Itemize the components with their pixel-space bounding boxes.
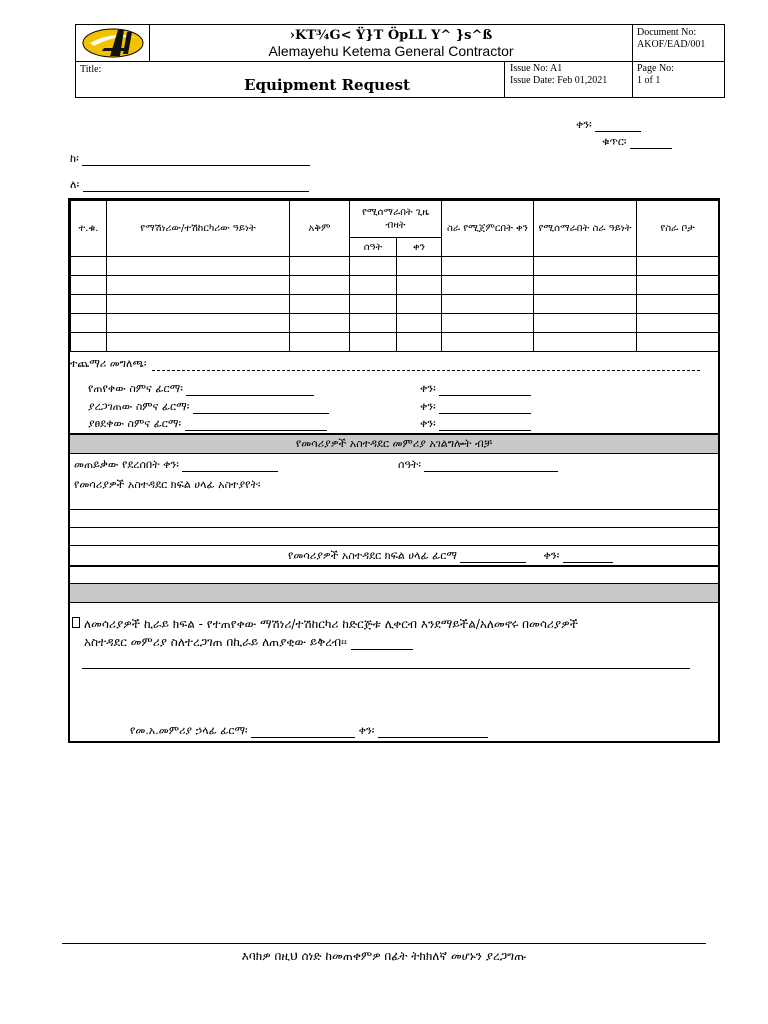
table-row[interactable] bbox=[71, 295, 719, 314]
table-cell[interactable] bbox=[397, 333, 442, 352]
number-label: ቁጥር፡ bbox=[602, 135, 627, 148]
company-legacy-title: ›KT¾G< Ÿ}T ÖpLL Y^ }s^ß bbox=[289, 28, 493, 43]
header-divider bbox=[504, 61, 505, 98]
col-header-site: የስራ ቦታ bbox=[637, 201, 719, 257]
requester-field[interactable] bbox=[88, 382, 314, 396]
requester-label: የጠየቀው ስምና ፊርማ፡ bbox=[88, 382, 183, 395]
table-row[interactable] bbox=[71, 257, 719, 276]
approver-field[interactable] bbox=[88, 417, 327, 431]
table-cell[interactable] bbox=[442, 314, 534, 333]
to-field[interactable] bbox=[70, 152, 310, 166]
footer-note: እባክዎ በዚህ ሰነድ ከመጠቀምዎ በፊት ትክክለኛ መሆኑን ያረጋግጡ bbox=[241, 949, 527, 963]
head-signature-field[interactable]: የመሳሪያዎች አስተዳደር ክፍል ሀላፊ ፊርማ ቀን፡ bbox=[288, 549, 613, 563]
company-logo bbox=[80, 26, 146, 60]
comment-line bbox=[70, 509, 718, 510]
approver-label: ያፀደቀው ስምና ፊርማ፡ bbox=[88, 417, 182, 430]
date-blank bbox=[595, 120, 641, 132]
comment-line bbox=[70, 527, 718, 528]
received-date-label: መጠይቃው የደረሰበት ቀን፡ bbox=[74, 458, 179, 471]
header-divider bbox=[75, 61, 725, 62]
table-cell[interactable] bbox=[397, 314, 442, 333]
table-cell[interactable] bbox=[107, 333, 290, 352]
table-cell[interactable] bbox=[290, 276, 350, 295]
col-header-capacity: አቅም bbox=[290, 201, 350, 257]
table-cell[interactable] bbox=[442, 276, 534, 295]
table-cell[interactable] bbox=[637, 257, 719, 276]
issue-number: Issue No: A1 bbox=[510, 63, 563, 74]
col-header-machine-type: የማሽነሪው/ተሽከርካሪው ዓይነት bbox=[107, 201, 290, 257]
number-field[interactable] bbox=[602, 135, 672, 149]
additional-remarks-line bbox=[152, 370, 700, 371]
table-cell[interactable] bbox=[290, 295, 350, 314]
table-cell[interactable] bbox=[107, 276, 290, 295]
from-field[interactable] bbox=[70, 178, 309, 192]
table-cell[interactable] bbox=[107, 257, 290, 276]
verifier-date-field[interactable]: ቀን፡ bbox=[420, 400, 531, 414]
col-header-start-date: ስራ የሚጀምርበት ቀን bbox=[442, 201, 534, 257]
title-label: Title: bbox=[80, 64, 102, 75]
table-cell[interactable] bbox=[290, 333, 350, 352]
received-time-field[interactable] bbox=[398, 458, 558, 472]
verifier-field[interactable] bbox=[88, 400, 329, 414]
table-cell[interactable] bbox=[350, 295, 397, 314]
rental-note-line-1: ለመሳሪያዎች ኪራይ ክፍል - የተጠየቀው ማሽነሪ/ተሽከርካሪ ከድርጅቱ ሊቀርብ እንደማይችል/አለመኖሩ በመሳሪያዎች bbox=[84, 617, 579, 631]
head-signature-label: የመሳሪያዎች አስተዳደር ክፍል ሀላፊ ፊርማ bbox=[288, 549, 457, 562]
col-header-duration: የሚሰማራበት ጊዜ ብዛት bbox=[350, 201, 442, 238]
rental-line bbox=[82, 668, 690, 669]
col-header-hours: ሰዓት bbox=[350, 238, 397, 257]
rental-checkbox[interactable] bbox=[72, 617, 80, 628]
table-cell[interactable] bbox=[442, 333, 534, 352]
date-label: ቀን፡ bbox=[576, 118, 592, 131]
table-cell[interactable] bbox=[71, 333, 107, 352]
date-field[interactable] bbox=[576, 118, 641, 132]
additional-remarks-field[interactable] bbox=[70, 357, 146, 371]
to-blank bbox=[82, 154, 310, 166]
document-title: Equipment Request bbox=[244, 76, 410, 94]
head-comment-label: የመሳሪያዎች አስተዳደር ክፍል ሀላፊ አስተያየት፡ bbox=[74, 478, 261, 491]
table-row[interactable] bbox=[71, 333, 719, 352]
table-cell[interactable] bbox=[637, 314, 719, 333]
page-number-label: Page No: bbox=[637, 63, 674, 74]
col-header-number: ተ.ቁ. bbox=[71, 201, 107, 257]
table-cell[interactable] bbox=[534, 257, 637, 276]
table-cell[interactable] bbox=[637, 295, 719, 314]
table-row[interactable] bbox=[71, 276, 719, 295]
table-cell[interactable] bbox=[534, 314, 637, 333]
dept-head-signature-label: የመ.አ.መምሪያ ኃላፊ ፊርማ፡ bbox=[130, 724, 248, 737]
table-cell[interactable] bbox=[637, 276, 719, 295]
table-cell[interactable] bbox=[107, 295, 290, 314]
table-cell[interactable] bbox=[71, 295, 107, 314]
table-cell[interactable] bbox=[637, 333, 719, 352]
office-use-banner-text: የመሳሪያዎች አስተዳደር መምሪያ አገልግሎት ብቻ bbox=[295, 437, 493, 450]
document-number-label: Document No: bbox=[637, 27, 697, 38]
table-cell[interactable] bbox=[71, 276, 107, 295]
section-separator-band bbox=[70, 584, 718, 602]
table-cell[interactable] bbox=[442, 257, 534, 276]
from-blank bbox=[83, 180, 309, 192]
additional-remarks-label: ተጨማሪ መግለጫ፡ bbox=[70, 357, 147, 370]
table-cell[interactable] bbox=[350, 314, 397, 333]
table-cell[interactable] bbox=[534, 276, 637, 295]
received-date-field[interactable] bbox=[74, 458, 278, 472]
table-cell[interactable] bbox=[397, 295, 442, 314]
table-cell[interactable] bbox=[350, 333, 397, 352]
from-label: ለ፡ bbox=[70, 178, 80, 191]
rental-note-line-2: አስተዳደር መምሪያ ስለተረጋገጠ በኪራይ ለጠያቂው ይቅረብ፡፡ bbox=[84, 635, 413, 650]
table-cell[interactable] bbox=[397, 257, 442, 276]
document-number-value: AKOF/EAD/001 bbox=[637, 39, 706, 50]
col-header-days: ቀን bbox=[397, 238, 442, 257]
comment-line bbox=[70, 545, 718, 546]
col-header-work-type: የሚሰማራበት ስራ ዓይነት bbox=[534, 201, 637, 257]
dept-head-signature-field[interactable]: የመ.አ.መምሪያ ኃላፊ ፊርማ፡ ቀን፡ bbox=[130, 724, 488, 738]
table-row[interactable] bbox=[71, 314, 719, 333]
received-time-label: ሰዓት፡ bbox=[398, 458, 421, 471]
table-cell[interactable] bbox=[290, 257, 350, 276]
issue-date: Issue Date: Feb 01,2021 bbox=[510, 75, 608, 86]
requester-date-field[interactable]: ቀን፡ bbox=[420, 382, 531, 396]
footer-rule bbox=[62, 943, 706, 944]
table-cell[interactable] bbox=[290, 314, 350, 333]
table-cell[interactable] bbox=[442, 295, 534, 314]
verifier-label: ያረጋገጠው ስምና ፊርማ፡ bbox=[88, 400, 190, 413]
table-cell[interactable] bbox=[107, 314, 290, 333]
equipment-table bbox=[70, 200, 719, 352]
to-label: ከ፡ bbox=[70, 152, 79, 165]
table-cell[interactable] bbox=[71, 314, 107, 333]
table-cell[interactable] bbox=[534, 295, 637, 314]
table-cell[interactable] bbox=[71, 257, 107, 276]
table-cell[interactable] bbox=[397, 276, 442, 295]
number-blank bbox=[630, 137, 672, 149]
company-name: Alemayehu Ketema General Contractor bbox=[268, 43, 514, 59]
approver-date-field[interactable]: ቀን፡ bbox=[420, 417, 531, 431]
table-cell[interactable] bbox=[350, 276, 397, 295]
table-cell[interactable] bbox=[534, 333, 637, 352]
page-number-value: 1 of 1 bbox=[637, 75, 661, 86]
table-cell[interactable] bbox=[350, 257, 397, 276]
